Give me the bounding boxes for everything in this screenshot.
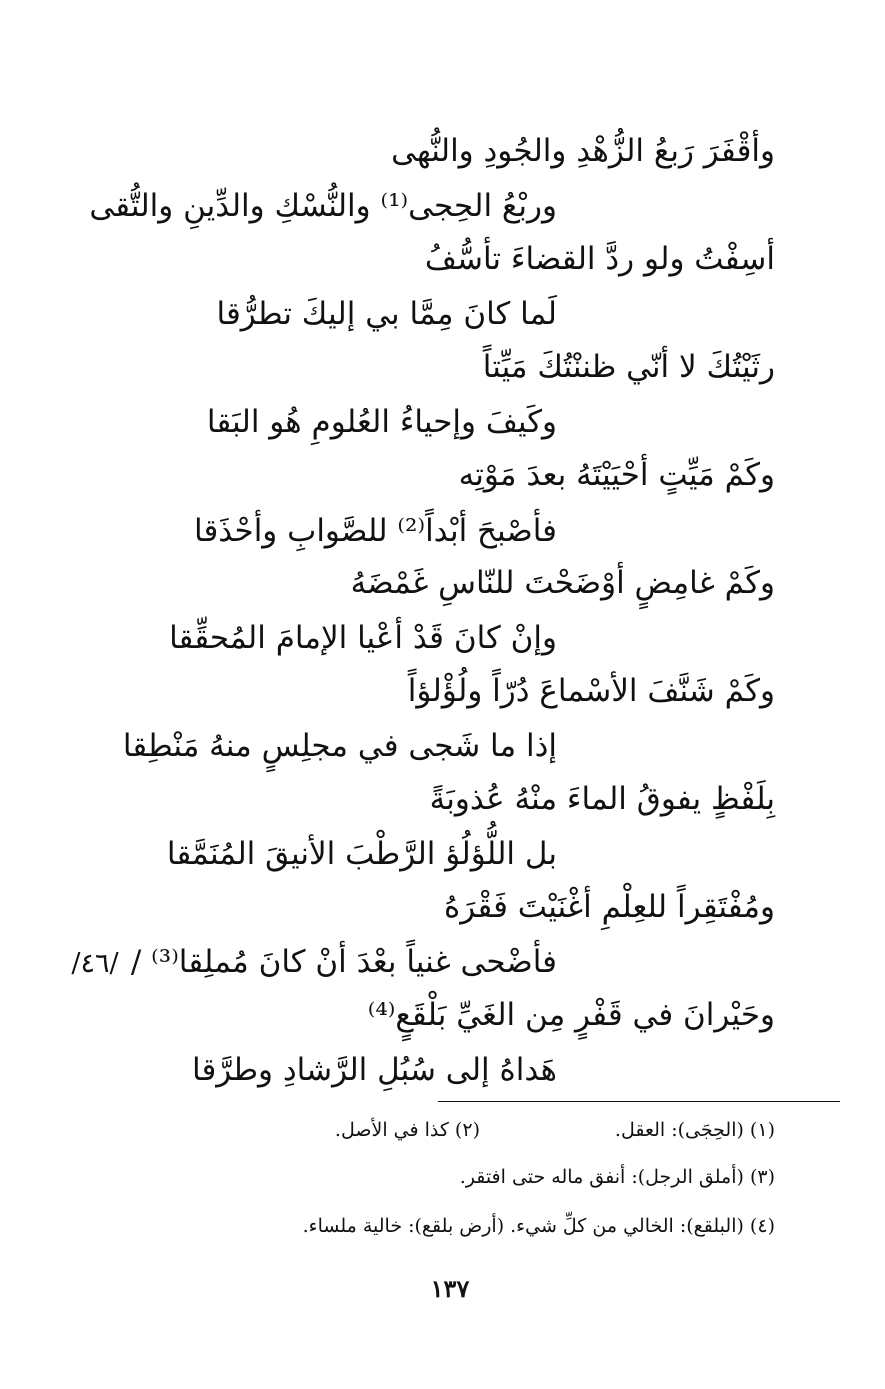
verse-line: وكَمْ مَيِّتٍ أحْيَيْتَهُ بعدَ مَوْتِه	[458, 457, 775, 493]
verse-line: إذا ما شَجى في مجلِسٍ منهُ مَنْطِقا	[122, 728, 557, 764]
page-number: ١٣٧	[430, 1274, 470, 1303]
footnote-3: (٣) (أملق الرجل): أنفق ماله حتى افتقر.	[459, 1166, 775, 1188]
footnote-separator	[438, 1101, 840, 1102]
footnote-2: (٢) كذا في الأصل.	[334, 1119, 480, 1141]
verse-line: وحَيْرانَ في قَفْرٍ مِن الغَيِّ بَلْقَعٍ⁽⁴⁾	[367, 997, 775, 1033]
verse-line: فأصْبحَ أبْداً⁽²⁾ للصَّوابِ وأحْذَقا	[194, 513, 557, 549]
verse-line: فأضْحى غنياً بعْدَ أنْ كانَ مُملِقا⁽³⁾ /	[130, 944, 557, 980]
verse-line: وأقْفَرَ رَبعُ الزُّهْدِ والجُودِ والنُّهى	[391, 133, 775, 169]
verse-line: لَما كانَ مِمَّا بي إليكَ تطرُّقا	[216, 296, 557, 332]
verse-line: وكَيفَ وإحياءُ العُلومِ هُو البَقا	[206, 404, 557, 440]
verse-line: وربْعُ الحِجى⁽¹⁾ والنُّسْكِ والدِّينِ والتُّقى	[89, 188, 557, 224]
footnote-4: (٤) (البلقع): الخالي من كلِّ شيء. (أرض بلقع): خالية ملساء.	[302, 1215, 775, 1237]
verse-line: وكَمْ غامِضٍ أوْضَحْتَ للنّاسِ غَمْضَهُ	[350, 565, 775, 601]
footnote-1: (١) (الحِجَى): العقل.	[614, 1119, 775, 1141]
verse-line: وكَمْ شَنَّفَ الأسْماعَ دُرّاً ولُؤْلؤاً	[407, 673, 775, 709]
verse-line: ومُفْتَقِراً للعِلْمِ أغْنَيْتَ فَقْرَهُ	[444, 889, 775, 925]
verse-line: هَداهُ إلى سُبُلِ الرَّشادِ وطرَّقا	[192, 1052, 557, 1088]
verse-line: بل اللُّؤلُؤ الرَّطْبَ الأنيقَ المُنَمَّقا	[166, 836, 557, 872]
verse-line: وإنْ كانَ قَدْ أعْيا الإمامَ المُحقِّقا	[169, 620, 557, 656]
manuscript-folio-marker: /٤٦/	[71, 948, 119, 979]
verse-line: أسِفْتُ ولو ردَّ القضاءَ تأسُّفُ	[424, 241, 775, 277]
verse-line: بِلَفْظٍ يفوقُ الماءَ منْهُ عُذوبَةً	[429, 781, 775, 817]
verse-line: رثَيْتُكَ لا أنّي ظننْتُكَ مَيِّتاً	[482, 349, 775, 385]
